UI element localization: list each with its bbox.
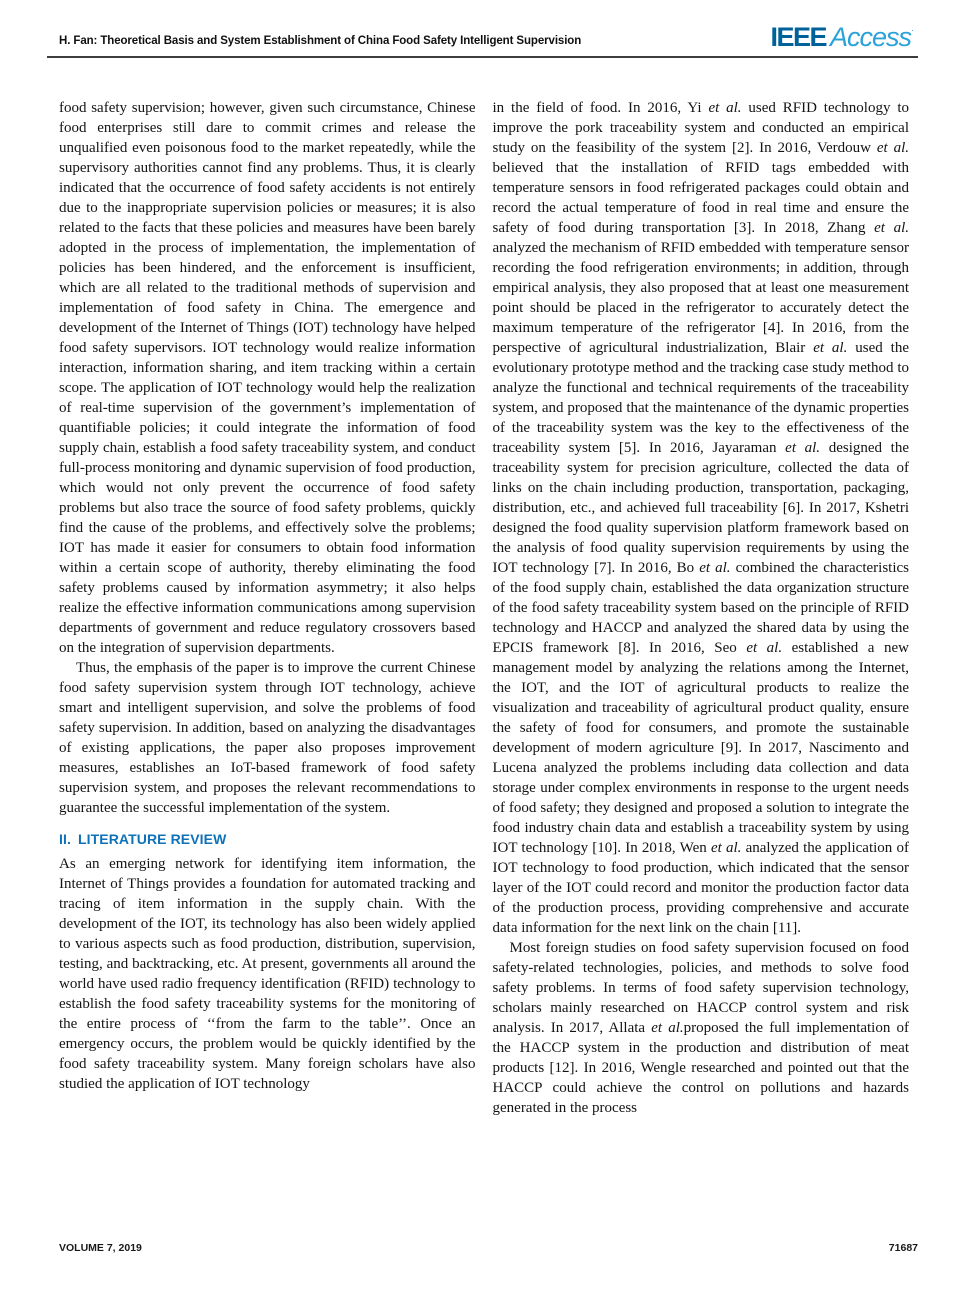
page-footer (0, 1242, 959, 1254)
page-header (0, 0, 959, 52)
body-paragraph: Thus, the emphasis of the paper is to improve the current Chinese food safety supervision system through IOT technology, achieve smart and intelligent supervision, and solve the problems of food safety supervision. In addition, based on analyzing the disadvantages of existing applications, the paper also proposes improvement measures, establishes an IoT-based framework of food safety supervision system, and proposes the relevant recommendations to guarantee the successful implementation of the system. (59, 660, 476, 816)
header-rule (47, 56, 918, 58)
body-paragraph: As an emerging network for identifying item information, the Internet of Things provides a foundation for automated tracking and tracing of item information in the supply chain. With the development of the IOT, its technology has also been widely applied to various aspects such as food production, distribution, supervision, testing, and backtracking, etc. At present, governments all around the world have used radio frequency identification (RFID) technology to establish the food safety traceability systems for the monitoring of the entire process of ‘‘from the farm to the table’’. Once an emergency occurs, the problem would be quickly identified by the food safety traceability system. Many foreign scholars have also studied the application of IOT technology (59, 856, 476, 1092)
trademark-mark: · (911, 25, 914, 35)
volume-info: VOLUME 7, 2019 (59, 1242, 142, 1254)
page-number: 71687 (888, 1242, 918, 1254)
body-paragraph: in the field of food. In 2016, Yi et al. used RFID technology to improve the pork traceability system and conducted an empirical study on the feasibility of the system [2]. In 2016, Verdouw et al. believed that the installation of RFID tags embedded with temperature sensors in food refrigerated packages could obtain and record the actual temperature of food in real time and ensure the safety of food during transportation [3]. In 2018, Zhang et al. analyzed the mechanism of RFID embedded with temperature sensor recording the food refrigeration environments; in addition, through empirical analysis, they also proposed that at least one measurement point should be placed in the refrigerator to accurately detect the maximum temperature of the refrigerator [4]. In 2016, from the perspective of agricultural industrialization, Blair et al. used the evolutionary prototype method and the tracking case study method to analyze the functional and technical requirements of the traceability system, and proposed that the maintenance of the dynamic properties of the traceability system was the key to the effectiveness of the traceability system [5]. In 2016, Jayaraman et al. designed the traceability system for precision agriculture, collected the data of links on the chain including production, transportation, packaging, distribution, etc., and achieved full traceability [6]. In 2017, Kshetri designed the food quality supervision platform framework based on the analysis of food quality supervision requirements by using the IOT technology [7]. In 2016, Bo et al. combined the characteristics of the food supply chain, established the data organization structure of the food safety traceability system based on the principle of RFID technology and HACCP and analyzed the shared data by using the EPCIS framework [8]. In 2016, Seo et al. established a new management model by analyzing the relations among the Internet, the IOT, and the IOT of agricultural products to realize the visualization and traceability of agricultural product quality, ensure the safety of food for consumers, and promote the sustainable development of modern agriculture [9]. In 2017, Nascimento and Lucena analyzed the problems including data collection and data storage under complex environments in response to the urgent needs of food safety; they designed and proposed a solution to integrate the food industry chain data and establish a traceability system by using IOT technology [10]. In 2018, Wen et al. analyzed the application of IOT technology to food production, which indicated that the sensor layer of the IOT could record and monitor the production factor data of the production process, providing comprehensive and accurate data information for the next link on the chain [11]. (492, 100, 910, 936)
section-title: LITERATURE REVIEW (77, 831, 227, 847)
right-column (493, 98, 910, 1118)
body-paragraph: food safety supervision; however, given such circumstance, Chinese food enterprises still dare to commit crimes and release the unqualified even poisonous food to the market repeatedly, while the supervisory authorities cannot find any problems. Thus, it is clearly indicated that the occurrence of food safety accidents is not entirely due to the inappropriate supervision policies or measures; it is also related to the facts that these policies and measures have been barely adopted in the process of implementation, the implementation of policies has been hindered, and the enforcement is insufficient, which are all related to the traditional methods of supervision and implementation of food safety in China. The emergence and development of the Internet of Things (IOT) technology have helped food safety supervisors. IOT technology would realize information interaction, information sharing, and item tracking within a certain scope. The application of IOT technology would help the realization of real-time supervision of the government’s implementation of quantifiable policies; it could integrate the information of food supply chain, establish a food safety traceability system, and conduct full-process monitoring and dynamic supervision of food production, which would not only prevent the occurrence of food safety problems but also trace the source of food safety problems, quickly find the cause of the problems, and effectively solve the problems; IOT has made it easier for consumers to obtain food information within a certain scope of authority, thereby eliminating the food safety problems caused by information asymmetry; it also helps realize the effective information communications among supervision departments of government and reduce regulatory crossovers based on the integration of supervision departments. (59, 100, 476, 656)
left-column (59, 98, 476, 1118)
ieee-logo-text: IEEE (770, 22, 826, 52)
article-body (59, 98, 909, 1118)
section-heading-literature-review (59, 829, 476, 849)
ieee-access-logo (770, 24, 914, 51)
running-head: H. Fan: Theoretical Basis and System Establishment of China Food Safety Intelligent Supervision (59, 35, 582, 47)
access-logo-text: Access (829, 22, 911, 52)
section-number: II. (59, 831, 71, 847)
body-paragraph: Most foreign studies on food safety supervision focused on food safety-related technologies, policies, and methods to solve food safety problems. In terms of food safety supervision technology, scholars mainly researched on HACCP control system and risk analysis. In 2017, Allata et al.proposed the full implementation of the HACCP system in the production and distribution of meat products [12]. In 2016, Wengle researched and pointed out that the HACCP could achieve the control on pollutions and hazards generated in the process (492, 940, 909, 1116)
